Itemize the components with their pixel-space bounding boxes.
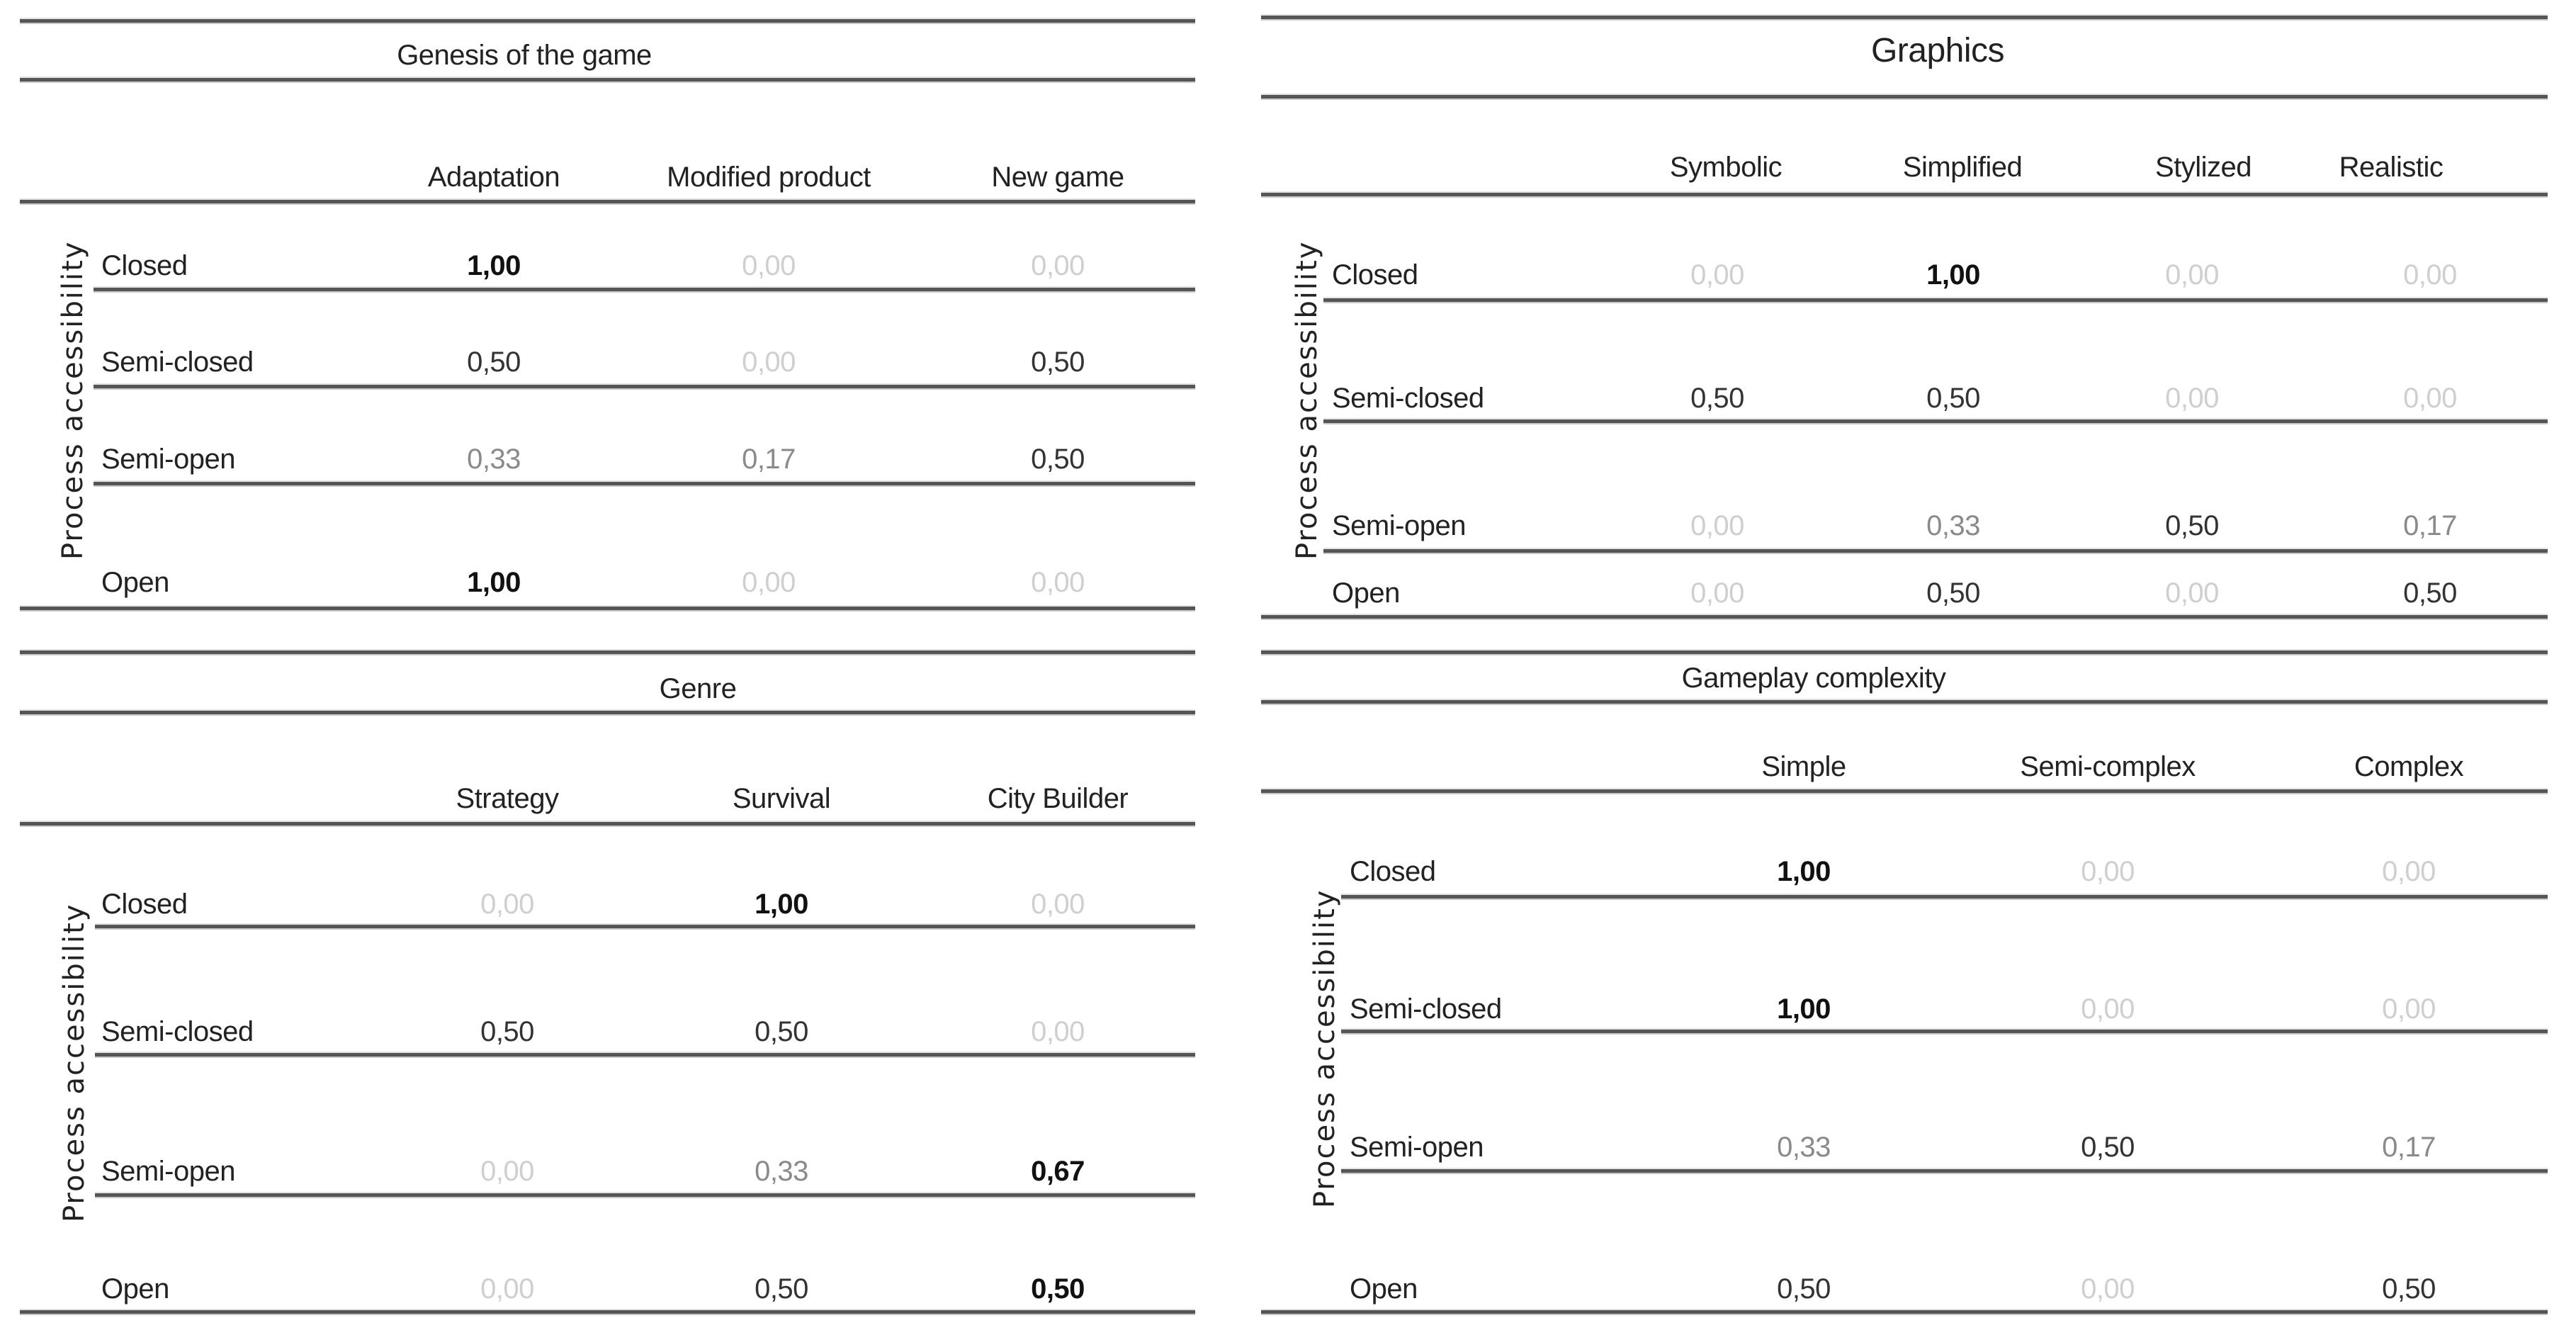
table-cell: 1,00 <box>1777 993 1831 1025</box>
row-label-semi-open: Semi-open <box>1332 510 1466 541</box>
table-cell: 0,50 <box>480 1016 534 1047</box>
table-cell: 0,67 <box>1031 1156 1085 1187</box>
rule-top <box>20 19 1195 23</box>
rule-row <box>1323 419 2548 423</box>
rule-top <box>1261 16 2548 19</box>
rule-title <box>1261 95 2548 98</box>
table-cell: 0,17 <box>2403 510 2457 541</box>
table-cell: 0,00 <box>2403 259 2457 291</box>
rule-row <box>1341 1030 2548 1033</box>
row-label-open: Open <box>101 567 169 598</box>
row-label-semi-open: Semi-open <box>1350 1132 1484 1163</box>
table-cell: 0,17 <box>742 444 796 475</box>
table-cell: 0,00 <box>2403 383 2457 414</box>
table-title: Genesis of the game <box>397 40 652 71</box>
rule-row <box>1323 298 2548 302</box>
column-header: Complex <box>2354 751 2464 782</box>
table-cell: 0,50 <box>2403 578 2457 609</box>
table-cell: 0,33 <box>467 444 521 475</box>
table-title: Graphics <box>1870 32 2005 69</box>
rule-bottom <box>20 1310 1195 1314</box>
table-cell: 0,50 <box>1690 383 1744 414</box>
row-label-closed: Closed <box>1350 856 1436 887</box>
row-label-semi-open: Semi-open <box>101 1156 235 1187</box>
table-cell: 0,50 <box>467 347 521 378</box>
table-cell: 0,00 <box>1031 250 1085 281</box>
column-header: Semi-complex <box>2020 751 2196 782</box>
table-cell: 0,00 <box>2382 856 2436 887</box>
table-cell: 0,00 <box>1690 259 1744 291</box>
table-cell: 0,50 <box>2382 1273 2436 1305</box>
row-label-open: Open <box>101 1273 169 1305</box>
axis-label: Process accessibility <box>57 240 89 560</box>
rule-row <box>95 925 1195 928</box>
rule-bottom <box>1261 1310 2548 1314</box>
column-header: Strategy <box>456 783 559 814</box>
row-label-closed: Closed <box>101 250 188 281</box>
rule-bottom <box>1261 615 2548 619</box>
table-cell: 1,00 <box>755 889 808 920</box>
column-header: Symbolic <box>1669 152 1783 183</box>
table-cell: 1,00 <box>467 250 521 281</box>
rule-row <box>1341 895 2548 899</box>
table-cell: 1,00 <box>1926 259 1980 291</box>
table-cell: 0,50 <box>1031 1273 1085 1305</box>
column-header: Adaptation <box>427 162 560 193</box>
rule-row <box>94 385 1195 388</box>
table-cell: 0,00 <box>742 567 796 598</box>
column-header: New game <box>991 162 1124 193</box>
axis-label: Process accessibility <box>1309 889 1341 1208</box>
column-header: Survival <box>732 783 831 814</box>
rule-row <box>95 1193 1195 1197</box>
table-title: Gameplay complexity <box>1681 663 1946 694</box>
rule-row <box>94 482 1195 485</box>
table-cell: 1,00 <box>467 567 521 598</box>
column-header: City Builder <box>987 783 1129 814</box>
row-label-open: Open <box>1350 1273 1418 1305</box>
row-label-semi-closed: Semi-closed <box>101 347 254 378</box>
axis-label: Process accessibility <box>1291 240 1323 560</box>
table-cell: 0,00 <box>2081 1273 2135 1305</box>
table-cell: 0,17 <box>2382 1132 2436 1163</box>
column-header: Modified product <box>667 162 871 193</box>
table-cell: 0,00 <box>2165 578 2219 609</box>
table-cell: 0,33 <box>1926 510 1980 541</box>
table-cell: 0,00 <box>1690 510 1744 541</box>
rule-title <box>1261 700 2548 704</box>
table-cell: 0,00 <box>480 1273 534 1305</box>
row-label-open: Open <box>1332 578 1400 609</box>
rule-top <box>20 650 1195 654</box>
rule-bottom <box>20 607 1195 610</box>
table-cell: 0,00 <box>2081 993 2135 1025</box>
table-cell: 0,50 <box>1031 347 1085 378</box>
table-cell: 0,50 <box>1777 1273 1831 1305</box>
table-cell: 0,33 <box>755 1156 808 1187</box>
table-cell: 0,00 <box>2165 259 2219 291</box>
table-cell: 0,00 <box>742 347 796 378</box>
table-cell: 0,50 <box>755 1016 808 1047</box>
table-cell: 0,50 <box>1926 578 1980 609</box>
table-cell: 0,50 <box>2081 1132 2135 1163</box>
rule-header <box>20 822 1195 826</box>
rule-title <box>20 711 1195 714</box>
table-cell: 0,00 <box>1031 567 1085 598</box>
column-header: Stylized <box>2154 152 2252 183</box>
rule-top <box>1261 650 2548 654</box>
column-header: Simplified <box>1902 152 2023 183</box>
rule-row <box>1323 549 2548 553</box>
rule-title <box>20 78 1195 81</box>
table-cell: 0,00 <box>480 1156 534 1187</box>
table-cell: 0,00 <box>1031 889 1085 920</box>
table-cell: 0,00 <box>1690 578 1744 609</box>
table-cell: 0,00 <box>1031 1016 1085 1047</box>
rule-header <box>20 200 1195 203</box>
axis-label: Process accessibility <box>58 903 91 1222</box>
row-label-closed: Closed <box>1332 259 1418 291</box>
table-cell: 0,50 <box>755 1273 808 1305</box>
row-label-semi-open: Semi-open <box>101 444 235 475</box>
row-label-semi-closed: Semi-closed <box>101 1016 254 1047</box>
table-cell: 1,00 <box>1777 856 1831 887</box>
rule-row <box>94 288 1195 291</box>
rule-row <box>95 1053 1195 1057</box>
row-label-closed: Closed <box>101 889 188 920</box>
table-cell: 0,00 <box>2165 383 2219 414</box>
rule-row <box>1341 1169 2548 1173</box>
rule-header <box>1261 789 2548 793</box>
table-cell: 0,00 <box>2382 993 2436 1025</box>
column-header: Realistic <box>2339 152 2444 183</box>
table-cell: 0,50 <box>1031 444 1085 475</box>
table-cell: 0,50 <box>2165 510 2219 541</box>
table-cell: 0,00 <box>742 250 796 281</box>
rule-header <box>1261 193 2548 196</box>
row-label-semi-closed: Semi-closed <box>1350 993 1502 1025</box>
table-cell: 0,33 <box>1777 1132 1831 1163</box>
row-label-semi-closed: Semi-closed <box>1332 383 1484 414</box>
table-title: Genre <box>659 673 737 704</box>
column-header: Simple <box>1761 751 1846 782</box>
table-cell: 0,50 <box>1926 383 1980 414</box>
table-cell: 0,00 <box>2081 856 2135 887</box>
table-cell: 0,00 <box>480 889 534 920</box>
